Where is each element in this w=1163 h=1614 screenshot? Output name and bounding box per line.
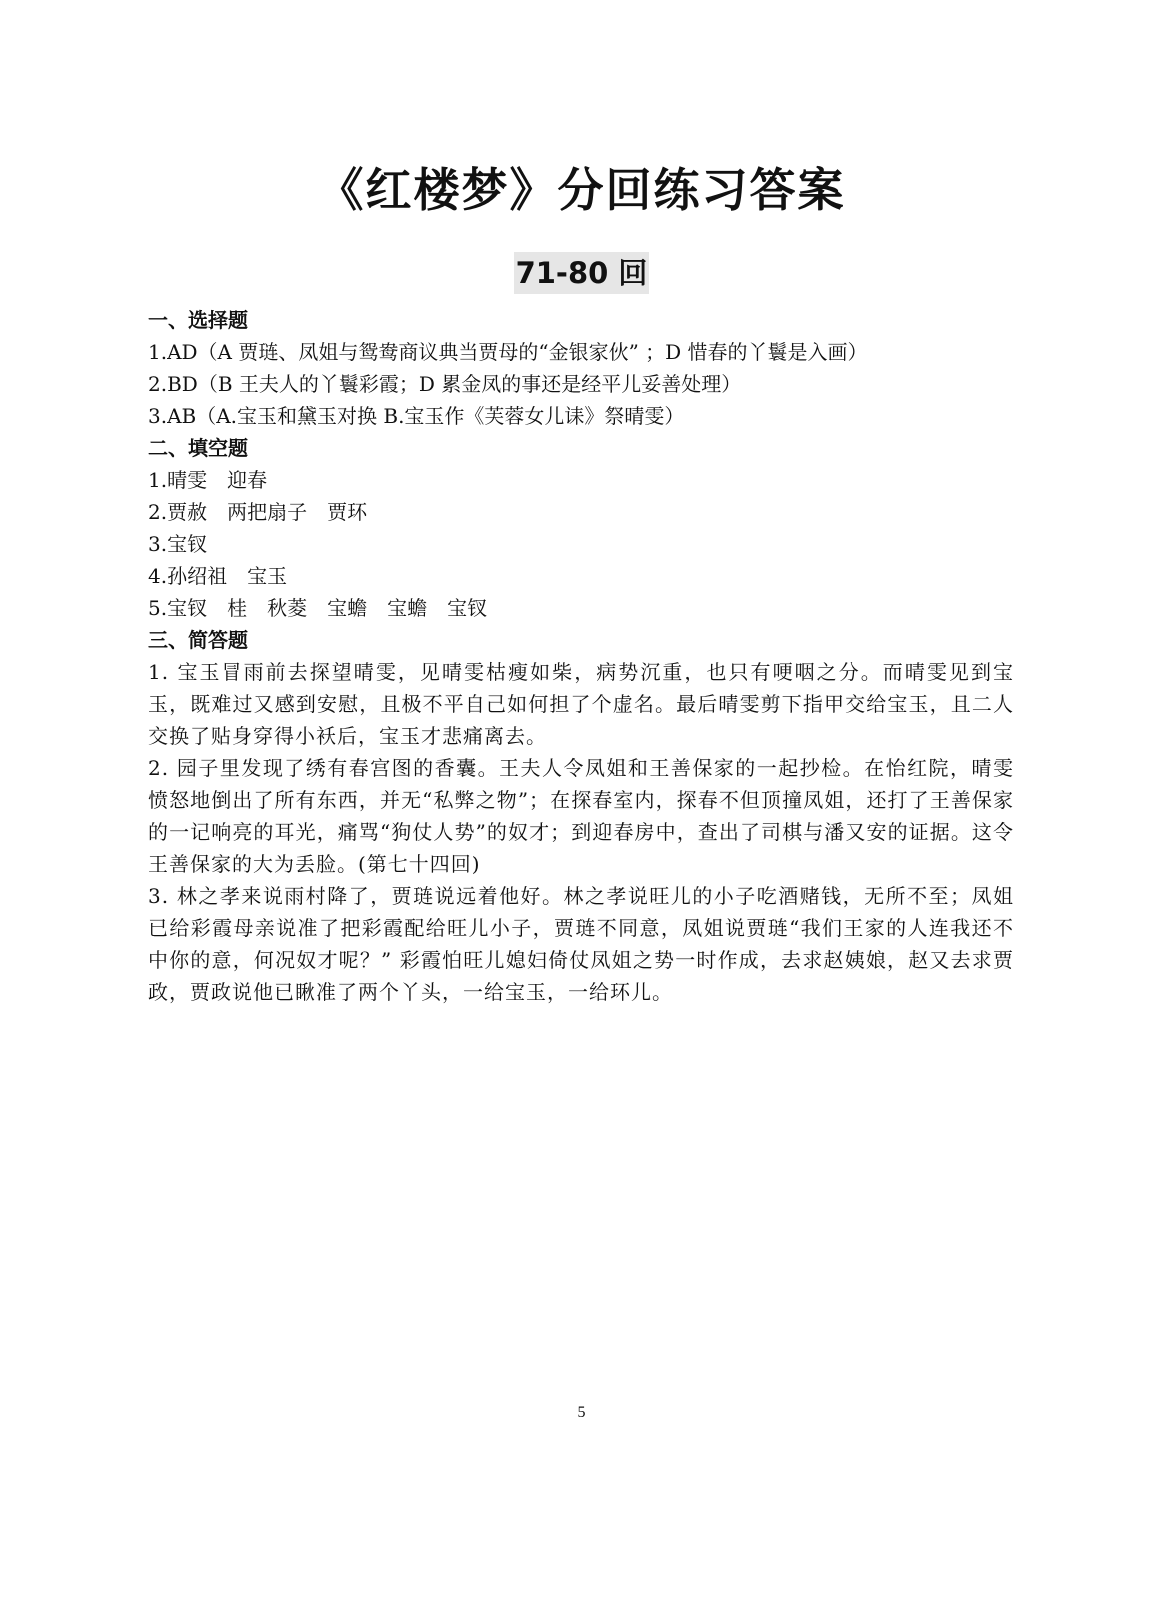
answer-content	[148, 304, 1014, 1008]
fill-answer-5: 5.宝钗 桂 秋菱 宝蟾 宝蟾 宝钗	[148, 596, 488, 620]
choice-answer-2: 2.BD（B 王夫人的丫鬟彩霞；D 累金凤的事还是经平儿妥善处理）	[148, 372, 742, 396]
page-number: 5	[577, 1404, 586, 1421]
fill-answer-4: 4.孙绍祖 宝玉	[148, 564, 288, 588]
chapter-range-subtitle: 71-80 回	[514, 252, 650, 294]
subtitle-container	[0, 252, 1163, 294]
section-fill-in-blank	[148, 432, 1014, 624]
short-answer-3: 3. 林之孝来说雨村降了，贾琏说远着他好。林之孝说旺儿的小子吃酒赌钱，无所不至；凤姐已给彩霞母亲说准了把彩霞配给旺儿小子，贾琏不同意，凤姐说贾琏“我们王家的人连我还不中你的意，何况奴才呢？” 彩霞怕旺儿媳妇倚仗凤姐之势一时作成，去求赵姨娘，赵又去求贾政，贾政说他已瞅准了两个丫头，一给宝玉，一给环儿。	[148, 884, 1014, 1004]
section-heading-fill: 二、填空题	[148, 436, 248, 460]
choice-answer-1: 1.AD（A 贾琏、凤姐与鸳鸯商议典当贾母的“金银家伙” ；D 惜春的丫鬟是入画）	[148, 340, 868, 364]
fill-answer-2: 2.贾赦 两把扇子 贾环	[148, 500, 368, 524]
section-heading-short: 三、简答题	[148, 628, 248, 652]
section-multiple-choice	[148, 304, 1014, 432]
fill-answer-3: 3.宝钗	[148, 532, 208, 556]
short-answer-2: 2. 园子里发现了绣有春宫图的香囊。王夫人令凤姐和王善保家的一起抄检。在怡红院，晴雯愤怒地倒出了所有东西，并无“私弊之物”；在探春室内，探春不但顶撞凤姐，还打了王善保家的一记响亮的耳光，痛骂“狗仗人势”的奴才；到迎春房中，查出了司棋与潘又安的证据。这令王善保家的大为丢脸。(第七十四回)	[148, 756, 1014, 876]
fill-answer-1: 1.晴雯 迎春	[148, 468, 268, 492]
section-heading-choice: 一、选择题	[148, 308, 248, 332]
choice-answer-3: 3.AB（A.宝玉和黛玉对换 B.宝玉作《芙蓉女儿诔》祭晴雯）	[148, 404, 685, 428]
short-answer-1: 1. 宝玉冒雨前去探望晴雯，见晴雯枯瘦如柴，病势沉重，也只有哽咽之分。而晴雯见到宝玉，既难过又感到安慰，且极不平自己如何担了个虚名。最后晴雯剪下指甲交给宝玉，且二人交换了贴身穿得小袄后，宝玉才悲痛离去。	[148, 660, 1014, 748]
document-title: 《红楼梦》分回练习答案	[317, 163, 846, 217]
section-short-answer	[148, 624, 1014, 1008]
